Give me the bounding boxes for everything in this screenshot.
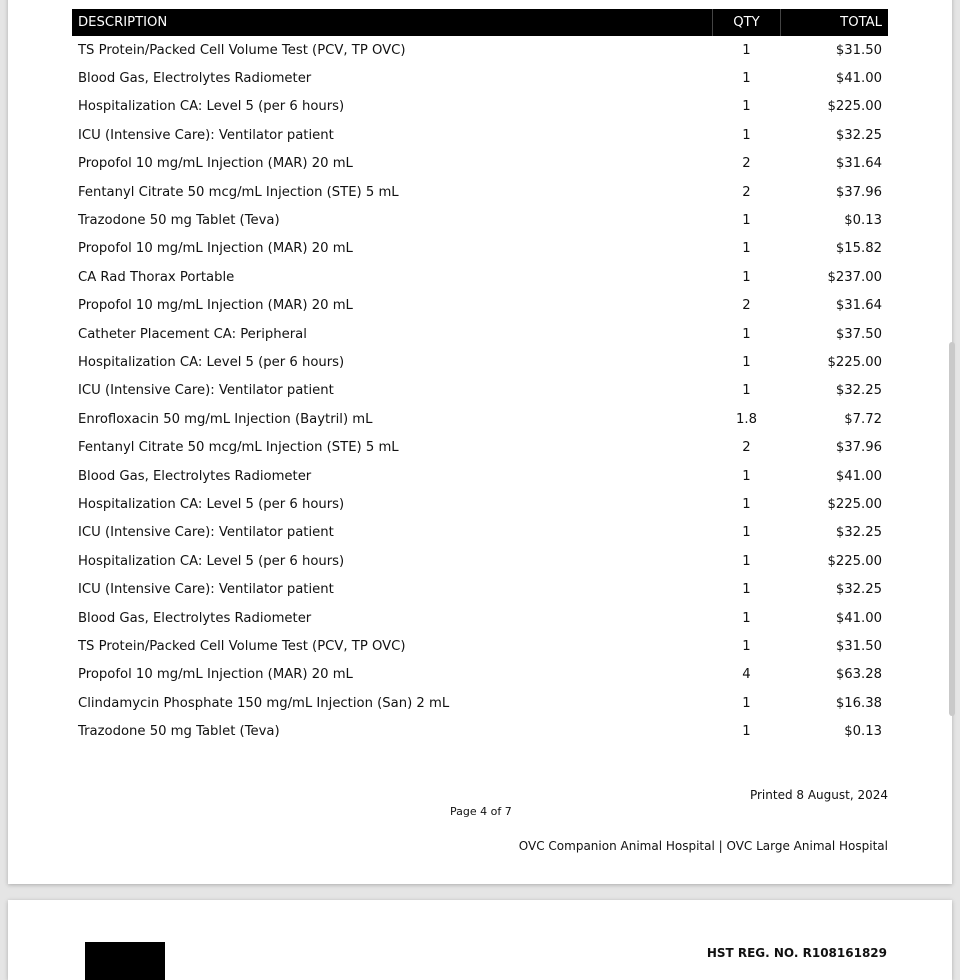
row-qty: 2 bbox=[742, 440, 751, 456]
row-qty: 1 bbox=[742, 553, 751, 569]
row-description: Catheter Placement CA: Peripheral bbox=[78, 326, 307, 342]
table-row bbox=[72, 377, 888, 405]
row-description: Propofol 10 mg/mL Injection (MAR) 20 mL bbox=[78, 241, 353, 257]
row-description: Hospitalization CA: Level 5 (per 6 hours) bbox=[78, 496, 345, 512]
row-total: $32.25 bbox=[835, 525, 882, 541]
row-description: TS Protein/Packed Cell Volume Test (PCV, TP OVC) bbox=[78, 42, 406, 58]
row-total: $63.28 bbox=[835, 667, 882, 683]
table-row bbox=[72, 462, 888, 490]
table-row bbox=[72, 348, 888, 376]
logo-block bbox=[85, 942, 165, 980]
table-row bbox=[72, 547, 888, 575]
row-qty: 1 bbox=[742, 383, 751, 399]
row-qty: 1 bbox=[742, 127, 751, 143]
invoice-page bbox=[8, 0, 952, 884]
row-qty: 1.8 bbox=[736, 411, 757, 427]
scrollbar-thumb[interactable] bbox=[949, 342, 955, 716]
row-description: Blood Gas, Electrolytes Radiometer bbox=[78, 71, 312, 87]
row-qty: 1 bbox=[742, 71, 751, 87]
row-qty: 1 bbox=[742, 496, 751, 512]
row-total: $225.00 bbox=[827, 99, 882, 115]
row-description: Enrofloxacin 50 mg/mL Injection (Baytril) mL bbox=[78, 411, 373, 427]
row-description: ICU (Intensive Care): Ventilator patient bbox=[78, 525, 334, 541]
row-description: TS Protein/Packed Cell Volume Test (PCV, TP OVC) bbox=[78, 638, 406, 654]
row-description: Propofol 10 mg/mL Injection (MAR) 20 mL bbox=[78, 298, 353, 314]
table-row bbox=[72, 689, 888, 717]
row-total: $15.82 bbox=[835, 241, 882, 257]
row-total: $37.96 bbox=[835, 184, 882, 200]
row-qty: 1 bbox=[742, 525, 751, 541]
row-qty: 1 bbox=[742, 42, 751, 58]
row-description: Hospitalization CA: Level 5 (per 6 hours) bbox=[78, 99, 345, 115]
row-total: $32.25 bbox=[835, 582, 882, 598]
table-row bbox=[72, 263, 888, 291]
table-row bbox=[72, 36, 888, 64]
row-total: $0.13 bbox=[844, 724, 882, 740]
header-description: DESCRIPTION bbox=[72, 9, 713, 36]
row-qty: 1 bbox=[742, 354, 751, 370]
row-total: $225.00 bbox=[827, 553, 882, 569]
hospital-name: OVC Companion Animal Hospital | OVC Large Animal Hospital bbox=[518, 839, 888, 853]
row-description: CA Rad Thorax Portable bbox=[78, 269, 235, 285]
row-qty: 2 bbox=[742, 156, 751, 172]
printed-date: Printed 8 August, 2024 bbox=[749, 788, 888, 802]
row-qty: 1 bbox=[742, 326, 751, 342]
row-total: $31.50 bbox=[835, 42, 882, 58]
table-row bbox=[72, 150, 888, 178]
row-qty: 1 bbox=[742, 724, 751, 740]
row-total: $0.13 bbox=[844, 213, 882, 229]
row-qty: 1 bbox=[742, 269, 751, 285]
row-qty: 1 bbox=[742, 582, 751, 598]
row-total: $32.25 bbox=[835, 127, 882, 143]
row-description: Trazodone 50 mg Tablet (Teva) bbox=[78, 724, 280, 740]
row-total: $41.00 bbox=[835, 468, 882, 484]
row-total: $37.96 bbox=[835, 440, 882, 456]
page-number: Page 4 of 7 bbox=[450, 805, 512, 818]
row-qty: 1 bbox=[742, 695, 751, 711]
row-qty: 2 bbox=[742, 184, 751, 200]
row-qty: 1 bbox=[742, 99, 751, 115]
header-total: TOTAL bbox=[781, 9, 889, 36]
table-row bbox=[72, 206, 888, 234]
row-description: Fentanyl Citrate 50 mcg/mL Injection (STE) 5 mL bbox=[78, 184, 399, 200]
invoice-items-table bbox=[72, 9, 888, 746]
header-qty: QTY bbox=[713, 9, 781, 36]
row-total: $32.25 bbox=[835, 383, 882, 399]
table-row bbox=[72, 292, 888, 320]
row-description: Propofol 10 mg/mL Injection (MAR) 20 mL bbox=[78, 156, 353, 172]
row-qty: 1 bbox=[742, 638, 751, 654]
hst-registration: HST REG. NO. R108161829 bbox=[706, 946, 887, 960]
table-row bbox=[72, 64, 888, 92]
row-description: ICU (Intensive Care): Ventilator patient bbox=[78, 383, 334, 399]
row-total: $37.50 bbox=[835, 326, 882, 342]
table-row bbox=[72, 178, 888, 206]
row-description: Blood Gas, Electrolytes Radiometer bbox=[78, 468, 312, 484]
row-qty: 1 bbox=[742, 610, 751, 626]
table-row bbox=[72, 433, 888, 461]
table-row bbox=[72, 320, 888, 348]
row-description: Blood Gas, Electrolytes Radiometer bbox=[78, 610, 312, 626]
row-total: $237.00 bbox=[827, 269, 882, 285]
row-description: Trazodone 50 mg Tablet (Teva) bbox=[78, 213, 280, 229]
table-row bbox=[72, 490, 888, 518]
row-total: $31.50 bbox=[835, 638, 882, 654]
row-total: $7.72 bbox=[844, 411, 882, 427]
table-row bbox=[72, 519, 888, 547]
row-total: $225.00 bbox=[827, 354, 882, 370]
row-description: Propofol 10 mg/mL Injection (MAR) 20 mL bbox=[78, 667, 353, 683]
row-description: Hospitalization CA: Level 5 (per 6 hours) bbox=[78, 354, 345, 370]
table-header-row bbox=[72, 9, 888, 36]
table-row bbox=[72, 575, 888, 603]
next-invoice-page bbox=[8, 900, 952, 980]
row-qty: 1 bbox=[742, 241, 751, 257]
row-total: $31.64 bbox=[835, 298, 882, 314]
table-row bbox=[72, 604, 888, 632]
row-description: ICU (Intensive Care): Ventilator patient bbox=[78, 127, 334, 143]
row-total: $225.00 bbox=[827, 496, 882, 512]
row-qty: 4 bbox=[742, 667, 751, 683]
table-row bbox=[72, 405, 888, 433]
row-total: $31.64 bbox=[835, 156, 882, 172]
row-qty: 2 bbox=[742, 298, 751, 314]
row-description: ICU (Intensive Care): Ventilator patient bbox=[78, 582, 334, 598]
row-description: Fentanyl Citrate 50 mcg/mL Injection (STE) 5 mL bbox=[78, 440, 399, 456]
row-qty: 1 bbox=[742, 213, 751, 229]
table-row bbox=[72, 717, 888, 745]
table-row bbox=[72, 121, 888, 149]
table-row bbox=[72, 632, 888, 660]
row-description: Clindamycin Phosphate 150 mg/mL Injection (San) 2 mL bbox=[78, 695, 450, 711]
table-row bbox=[72, 93, 888, 121]
row-qty: 1 bbox=[742, 468, 751, 484]
row-total: $41.00 bbox=[835, 610, 882, 626]
table-row bbox=[72, 235, 888, 263]
row-total: $16.38 bbox=[835, 695, 882, 711]
row-description: Hospitalization CA: Level 5 (per 6 hours) bbox=[78, 553, 345, 569]
row-total: $41.00 bbox=[835, 71, 882, 87]
table-row bbox=[72, 661, 888, 689]
